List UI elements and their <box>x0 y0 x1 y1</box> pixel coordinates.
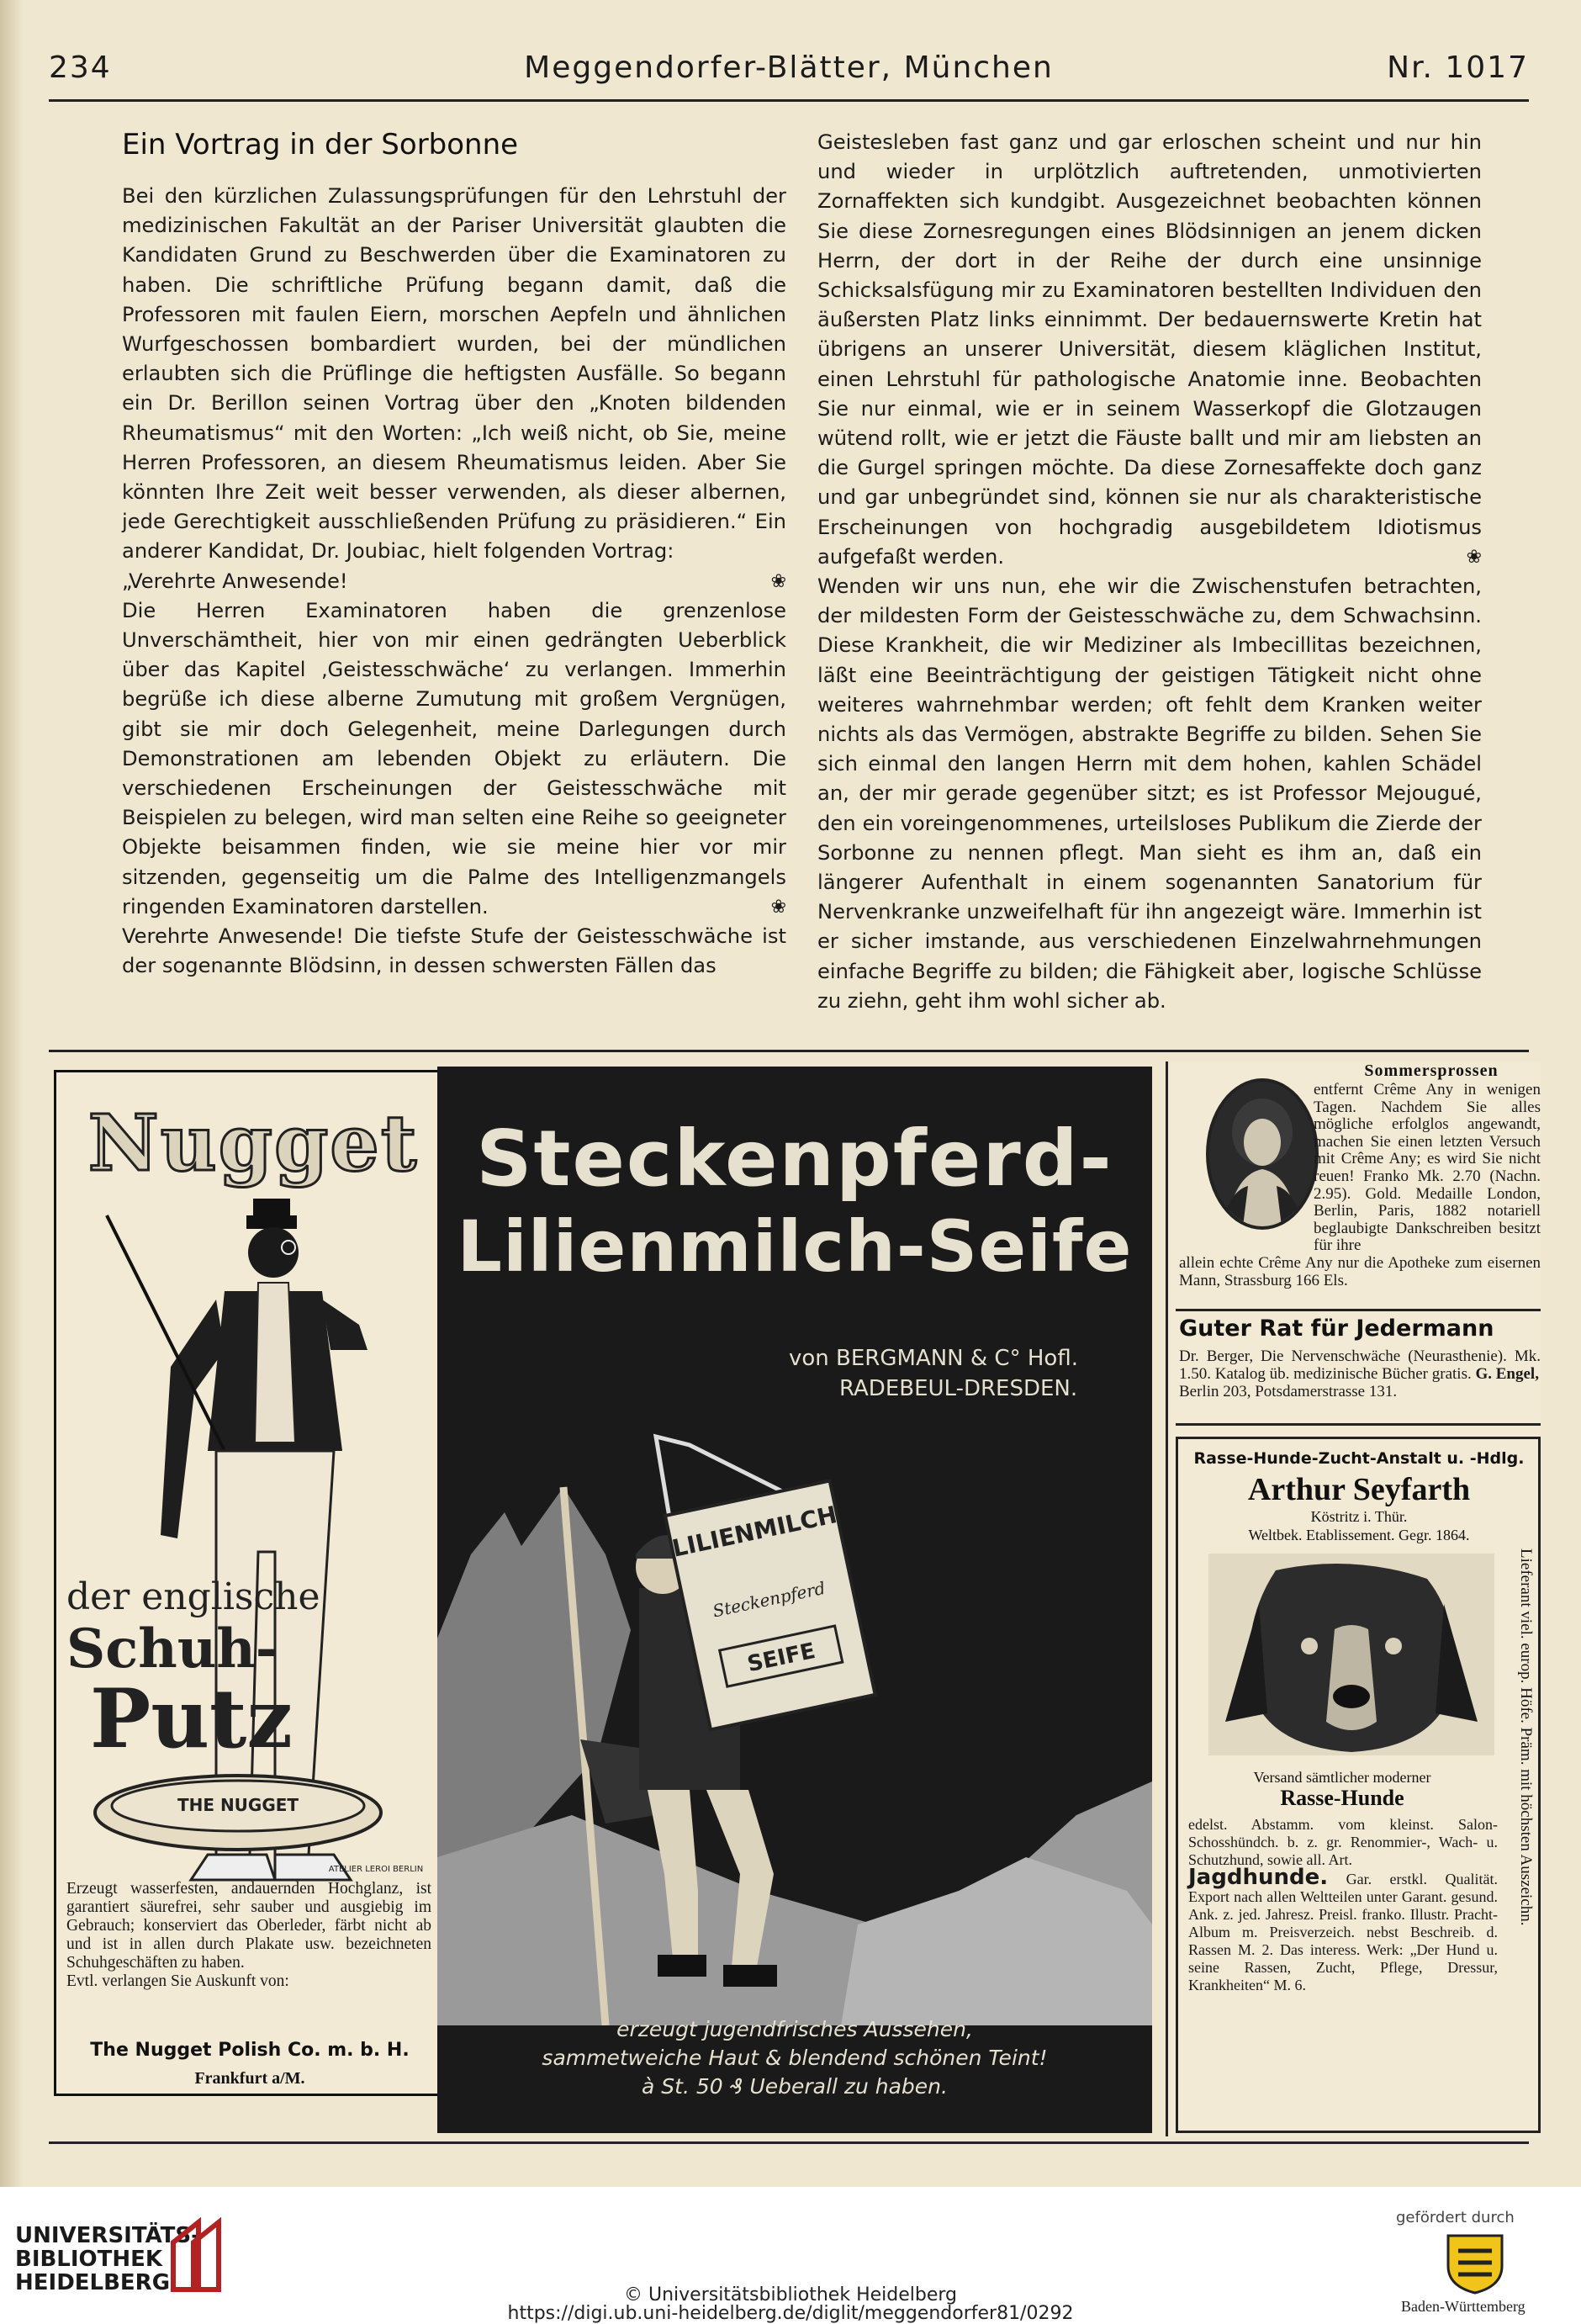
ads-divider <box>1166 1061 1168 2136</box>
article-paragraph: ❀ „Verehrte Anwesende! <box>122 567 786 596</box>
library-logo[interactable]: UNIVERSITÄTS- BIBLIOTHEK HEIDELBERG <box>15 2223 200 2295</box>
guter-rat-title: Guter Rat für Jedermann <box>1179 1316 1494 1342</box>
seyfarth-body: edelst. Abstamm. vom kleinst. Salon-Schosshündch. b. z. gr. Renommier-, Wach- u. Schutzhund, sowie all. Art. Jagdhunde. Gar. erstkl. Qualität. Export nach allen Weltteilen unter Garant. gesund. Ank. z. jed. Jahresz. Preisl. franko. Illustr. Pracht-Album m. Preisverzeich. nebst Beschreib. d. Rassen M. 2. Das interess. Werk: „Der Hund u. seine Rassen, Zucht, Pflege, Dressur, Krankheiten“ M. 6. <box>1188 1816 1498 1993</box>
nugget-company: The Nugget Polish Co. m. b. H. <box>90 2040 410 2061</box>
soap-title: Lilienmilch-Seife <box>457 1205 1133 1288</box>
artist-signature: ATELIER LEROI BERLIN <box>328 1865 424 1874</box>
nugget-body: Erzeugt wasserfesten, andauernden Hochglanz, ist garantiert säurefrei, sehr sauber und ausgiebig im Gebrauch; konserviert das Oberleder, färbt nicht ab und ist in allen durch Plakate usw. bezeichneten Schuhgeschäften zu haben. Evtl. verlangen Sie Auskunft von: <box>66 1880 431 1990</box>
library-mark-icon <box>165 2217 225 2295</box>
steckenpferd-advertisement <box>437 1067 1152 2133</box>
seyfarth-established: Weltbek. Etablissement. Gegr. 1864. <box>1248 1527 1470 1543</box>
source-url-link[interactable]: https://digi.ub.uni-heidelberg.de/diglit/meggendorfer81/0292 <box>507 2303 1074 2324</box>
dog-portrait-icon <box>1208 1554 1494 1755</box>
soap-maker: von BERGMANN & C° Hofl. <box>789 1346 1078 1371</box>
ornament-icon: ❀ <box>1466 546 1482 568</box>
ads-top-rule <box>49 1050 1529 1052</box>
nugget-tagline: Schuh- <box>66 1617 278 1681</box>
state-coat-of-arms-icon <box>1440 2231 1510 2295</box>
funded-by-label: gefördert durch <box>1396 2209 1515 2226</box>
magazine-title: Meggendorfer-Blätter, München <box>524 50 1054 85</box>
page-header <box>49 50 1529 98</box>
article-paragraph: Bei den kürzlichen Zulassungsprüfungen für den Lehrstuhl der medizinischen Fakultät an der Pariser Universität glaubten die Kandidaten Grund zu Beschwerden über die Examinatoren zu haben. Die schriftliche Prüfung begann damit, daß die Professoren mit faulen Eiern, morschen Aepfeln und ähnlichen Wurfgeschossen bombardiert wurden, bei der mündlichen erlaubten sich die Prüflinge die heftigsten Ausfälle. So begann ein Dr. Berillon seinen Vortrag über den „Knoten bildenden Rheumatismus“ mit den Worten: „Ich weiß nicht, ob Sie, meine Herren Professoren, an diesem Rheumatismus leiden. Aber Sie könnten Ihre Zeit weit besser verwenden, als dieser albernen, jede Gerechtigkeit ausschließenden Prüfung zu präsidieren.“ Ein anderer Kandidat, Dr. Joubiac, hielt folgenden Vortrag: <box>122 184 786 564</box>
soap-slogan: erzeugt jugendfrisches Aussehen, <box>616 2017 973 2041</box>
gentleman-illustration-icon <box>90 1199 443 1905</box>
ad-divider <box>1176 1423 1541 1426</box>
pack-label: SEIFE <box>745 1638 818 1678</box>
article-paragraph: Wenden wir uns nun, ehe wir die Zwischenstufen betrachten, der mildesten Form der Geistesschwäche zu, dem Schwachsinn. Diese Krankheit, die wir Mediziner als Imbecillitas bezeichnen, läßt eine Beeinträchtigung der geistigen Tätigkeit nicht ohne weiteres wahrnehmbar werden; oft fehlt dem Kranken weiter nichts als das Vermögen, abstrakte Begriffe zu bilden. Sehen Sie sich einmal den langen Herrn mit dem hohen, kahlen Schädel an, der mir gerade gegenüber sitzt; es ist Professor Mejougué, den ein voreingenommenes, urteilsloses Publikum die Zierde der Sorbonne zu nennen pflegt. Man sieht es ihm an, daß ein längerer Aufenthalt in einem sogenannten Sanatorium für Nervenkranke unzweifelhaft für ihn angezeigt wäre. Immerhin ist er sicher imstande, aus verschiedenen Einzelwahrnehmungen einfache Begriffe zu bilden; die Fähigkeit aber, logische Schlüsse zu ziehn, geht ihm wohl sicher ab. <box>817 574 1482 1013</box>
article-column-right <box>817 128 1482 1016</box>
article-column-left <box>122 126 786 981</box>
copyright-notice: © Universitätsbibliothek Heidelberg <box>623 2284 957 2305</box>
soap-price: à St. 50 ₰ Ueberall zu haben. <box>642 2074 948 2099</box>
state-name: Baden-Württemberg <box>1401 2298 1525 2315</box>
issue-number: Nr. 1017 <box>1387 50 1529 85</box>
seyfarth-ad <box>1176 1437 1541 2133</box>
soap-maker: RADEBEUL-DRESDEN. <box>839 1376 1078 1401</box>
nugget-advertisement <box>54 1070 446 2096</box>
seyfarth-name: Arthur Seyfarth <box>1247 1472 1471 1507</box>
pack-label: LILIENMILCH <box>669 1501 840 1563</box>
soap-title: Steckenpferd- <box>476 1114 1113 1204</box>
seyfarth-heading: Rasse-Hunde-Zucht-Anstalt u. -Hdlg. <box>1193 1449 1525 1468</box>
sommersprossen-body: entfernt Crême Any in wenigen Tagen. Nachdem Sie alles mögliche erfolglos angewandt, machen Sie einen letzten Versuch mit Crême Any; es wird Sie nicht reuen! Franko Mk. 2.70 (Nachn. 2.95). Gold. Medaille London, Berlin, Paris, 1882 notariell beglaubigte Dankschreiben besitzt für ihre allein echte Crême Any nur die Apotheke zum eisernen Mann, Strassburg 166 Els. <box>1179 1081 1541 1289</box>
ornament-icon: ❀ <box>770 896 786 918</box>
seyfarth-versand: Versand sämtlicher moderner <box>1253 1769 1431 1786</box>
nugget-city: Frankfurt a/M. <box>194 2069 305 2088</box>
page-number: 234 <box>49 50 112 85</box>
article-title: Ein Vortrag in der Sorbonne <box>122 128 519 161</box>
sommersprossen-ad <box>1171 1061 1541 1305</box>
pack-label: Steckenpferd <box>711 1577 828 1622</box>
mountain-climber-illustration-icon <box>437 1420 1152 2025</box>
seyfarth-vertical-text: Lieferant viel. europ. Höfe. Präm. mit höchsten Auszeichn. <box>1517 1548 1535 1926</box>
ad-divider <box>1176 1309 1541 1311</box>
guter-rat-body: Dr. Berger, Die Nervenschwäche (Neurasthenie). Mk. 1.50. Katalog üb. medizinische Bücher gratis. G. Engel, Berlin 203, Potsdamerstrasse 131. <box>1179 1347 1541 1400</box>
nugget-tagline: der englische <box>66 1575 320 1618</box>
article-paragraph: Verehrte Anwesende! Die tiefste Stufe der Geistesschwäche ist der sogenannte Blödsinn, in dessen schwersten Fällen das <box>122 924 786 978</box>
tin-label: THE NUGGET <box>177 1795 299 1815</box>
soap-slogan: sammetweiche Haut & blendend schönen Teint! <box>542 2046 1048 2070</box>
article-paragraph: Geistesleben fast ganz und gar erloschen scheint und nur hin und wieder in urplötzlich auftretenden, unmotivierten Zornaffekten sich kundgibt. Ausgezeichnet beobachten können Sie diese Zornesregungen eines Blödsinnigen an jenem dicken Herrn, der dort in der Reihe der durch eine unsinnige Schicksalsfügung mir zu Examinatoren bestellten Individuen den äußersten Platz links einnimmt. Der bedauernswerte Kretin hat übrigens an unserer Universität, diesem kläglichen Institut, einen Lehrstuhl für pathologische Anatomie inne. Beobachten Sie nur einmal, wie er in seinem Wasserkopf die Glotzaugen wütend rollt, wie er jetzt die Fäuste ballt und mir am liebsten an die Gurgel springen möchte. Da diese Zornesaffekte doch ganz und gar unbegründet sind, können sie nur als charakteristische Erscheinungen von hochgradig ausgebildetem Idiotismus aufgefaßt werden. ❀ <box>817 128 1482 572</box>
header-rule <box>49 99 1529 102</box>
seyfarth-location: Köstritz i. Thür. <box>1310 1508 1408 1525</box>
ads-bottom-rule <box>49 2141 1529 2144</box>
ornament-icon: ❀ <box>770 570 786 592</box>
nugget-tagline: Putz <box>90 1671 293 1766</box>
sommersprossen-title: Sommersprossen <box>1364 1061 1499 1080</box>
digitization-footer <box>0 2187 1581 2324</box>
seyfarth-rasse: Rasse-Hunde <box>1280 1786 1404 1810</box>
small-advertisements <box>1171 1061 1541 2136</box>
nugget-brand: Nugget <box>87 1098 419 1188</box>
article-paragraph: Die Herren Examinatoren haben die grenzenlose Unverschämtheit, hier von mir einen gedrängten Ueberblick über das Kapitel ‚Geistesschwäche‘ zu verlangen. Immerhin begrüße ich diese alberne Zumutung mit großem Vergnügen, gibt sie mir doch Gelegenheit, meine Darlegungen durch Demonstrationen am lebenden Objekt zu erläutern. Die verschiedenen Erscheinungen der Geistesschwäche mit Beispielen zu belegen, wird man selten eine Reihe so geeigneter Objekte beisammen finden, wie sie meine hier vor mir sitzenden, gegenseitig um die Palme des Intelligenzmangels ringenden Examinatoren darstellen. ❀ <box>122 596 786 922</box>
